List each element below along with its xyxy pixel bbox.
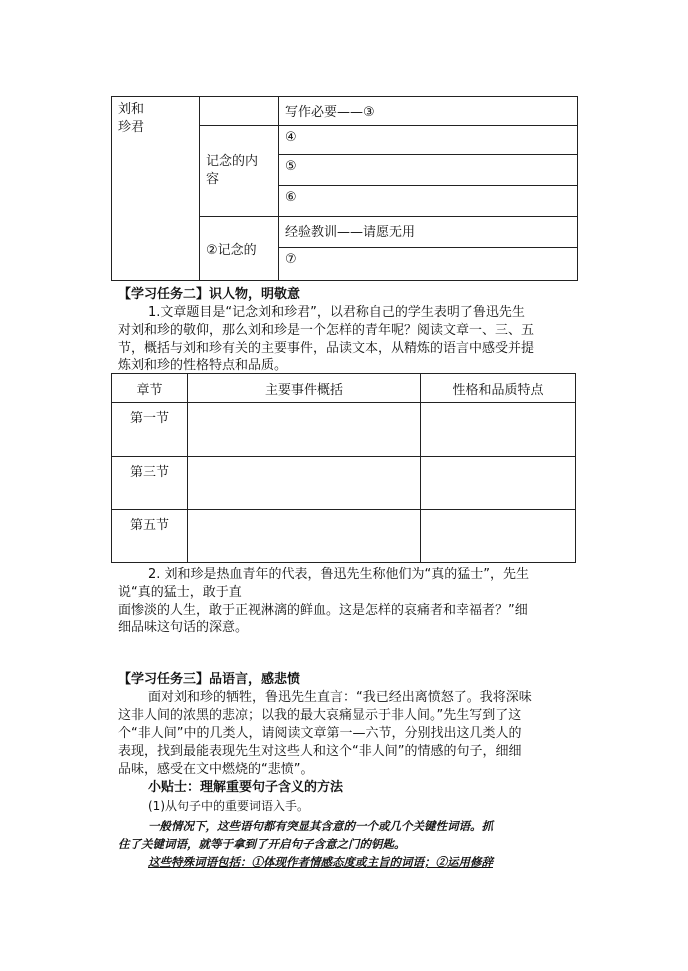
- memory-label-cell: [200, 126, 279, 217]
- tip-item-1: (1)从句子中的重要词语入手。: [148, 799, 309, 813]
- events-cell: [188, 403, 421, 457]
- task3-line5: 品味，感受在文中燃烧的“悲愤”。: [118, 762, 314, 777]
- event-table: [111, 373, 576, 563]
- traits-cell: [421, 457, 576, 510]
- task3-line2: 这非人间的浓黑的悲凉；以我的最大哀痛显示于非人间。”先生写到了这: [118, 708, 522, 723]
- col-header-events: 主要事件概括: [188, 374, 421, 403]
- r2-text: ④: [285, 130, 297, 145]
- task3-heading: 【学习任务三】品语言，感悲愤: [118, 672, 301, 687]
- subject-cell: [112, 97, 200, 281]
- table-row: [112, 457, 188, 510]
- col-header-traits: 性格和品质特点: [421, 374, 576, 403]
- second-label: ②记念的: [206, 243, 257, 258]
- row-label: 第一节: [129, 411, 169, 426]
- task2-q1-line1: 1.文章题目是“记念刘和珍君”，以君称自己的学生表明了鲁迅先生: [148, 305, 525, 320]
- r1-cell: [279, 97, 578, 126]
- r6-cell: [279, 248, 578, 281]
- row-label: 第五节: [129, 518, 169, 533]
- r5-cell: [279, 217, 578, 248]
- task2-q2-line1: 2. 刘和珍是热血青年的代表，鲁迅先生称他们为“真的猛士”，先生: [148, 567, 530, 582]
- r4-text: ⑥: [285, 190, 297, 205]
- task2-q1-line2: 对刘和珍的敬仰，那么刘和珍是一个怎样的青年呢？阅读文章一、三、五: [118, 323, 535, 338]
- task2-q2-line2: 说“真的猛士，敢于直: [118, 585, 242, 600]
- subject-label: 刘和 珍君: [118, 102, 145, 135]
- r4-cell: [279, 186, 578, 217]
- r5-text: 经验教训——请愿无用: [285, 225, 416, 240]
- task2-q2-line3: 面惨淡的人生，敢于正视淋漓的鲜血。这是怎样的哀痛者和幸福者？”细: [118, 603, 528, 618]
- empty-cell: [200, 97, 279, 126]
- summary-table: [111, 96, 578, 281]
- r2-cell: [279, 126, 578, 155]
- col-header-chapter: 章节: [112, 374, 188, 403]
- traits-cell: [421, 403, 576, 457]
- r6-text: ⑦: [285, 252, 297, 267]
- second-label-cell: [200, 217, 279, 281]
- r1-text: 写作必要——③: [285, 105, 375, 120]
- events-cell: [188, 457, 421, 510]
- task3-line3: 个“非人间”中的几类人，请阅读文章第一—六节，分别找出这几类人的: [118, 726, 522, 741]
- traits-cell: [421, 510, 576, 563]
- task3-line1: 面对刘和珍的牺牲，鲁迅先生直言：“我已经出离愤怒了。我将深味: [148, 690, 532, 705]
- memory-label: 记念的内容: [206, 154, 259, 187]
- events-cell: [188, 510, 421, 563]
- tip-text-3: 这些特殊词语包括：①体现作者情感态度或主旨的词语；②运用修辞: [148, 855, 493, 869]
- row-label: 第三节: [129, 465, 169, 480]
- tip-text-2: 住了关键词语，就等于拿到了开启句子含意之门的钥匙。: [118, 837, 406, 851]
- task2-q2-line4: 细品味这句话的深意。: [118, 620, 249, 635]
- task3-line4: 表现，找到最能表现先生对这些人和这个“非人间”的情感的句子，细细: [118, 744, 522, 759]
- r3-cell: [279, 155, 578, 186]
- table-row: [112, 403, 188, 457]
- task2-q1-line4: 炼刘和珍的性格特点和品质。: [118, 358, 288, 373]
- table-row: [112, 510, 188, 563]
- tip-text-1: 一般情况下，这些语句都有突显其含意的一个或几个关键性词语。抓: [148, 819, 493, 833]
- tip-heading: 小贴士：理解重要句子含义的方法: [148, 780, 344, 795]
- r3-text: ⑤: [285, 159, 297, 174]
- task2-heading: 【学习任务二】识人物，明敬意: [118, 287, 301, 302]
- task2-q1-line3: 节，概括与刘和珍有关的主要事件，品读文本，从精炼的语言中感受并提: [118, 341, 535, 356]
